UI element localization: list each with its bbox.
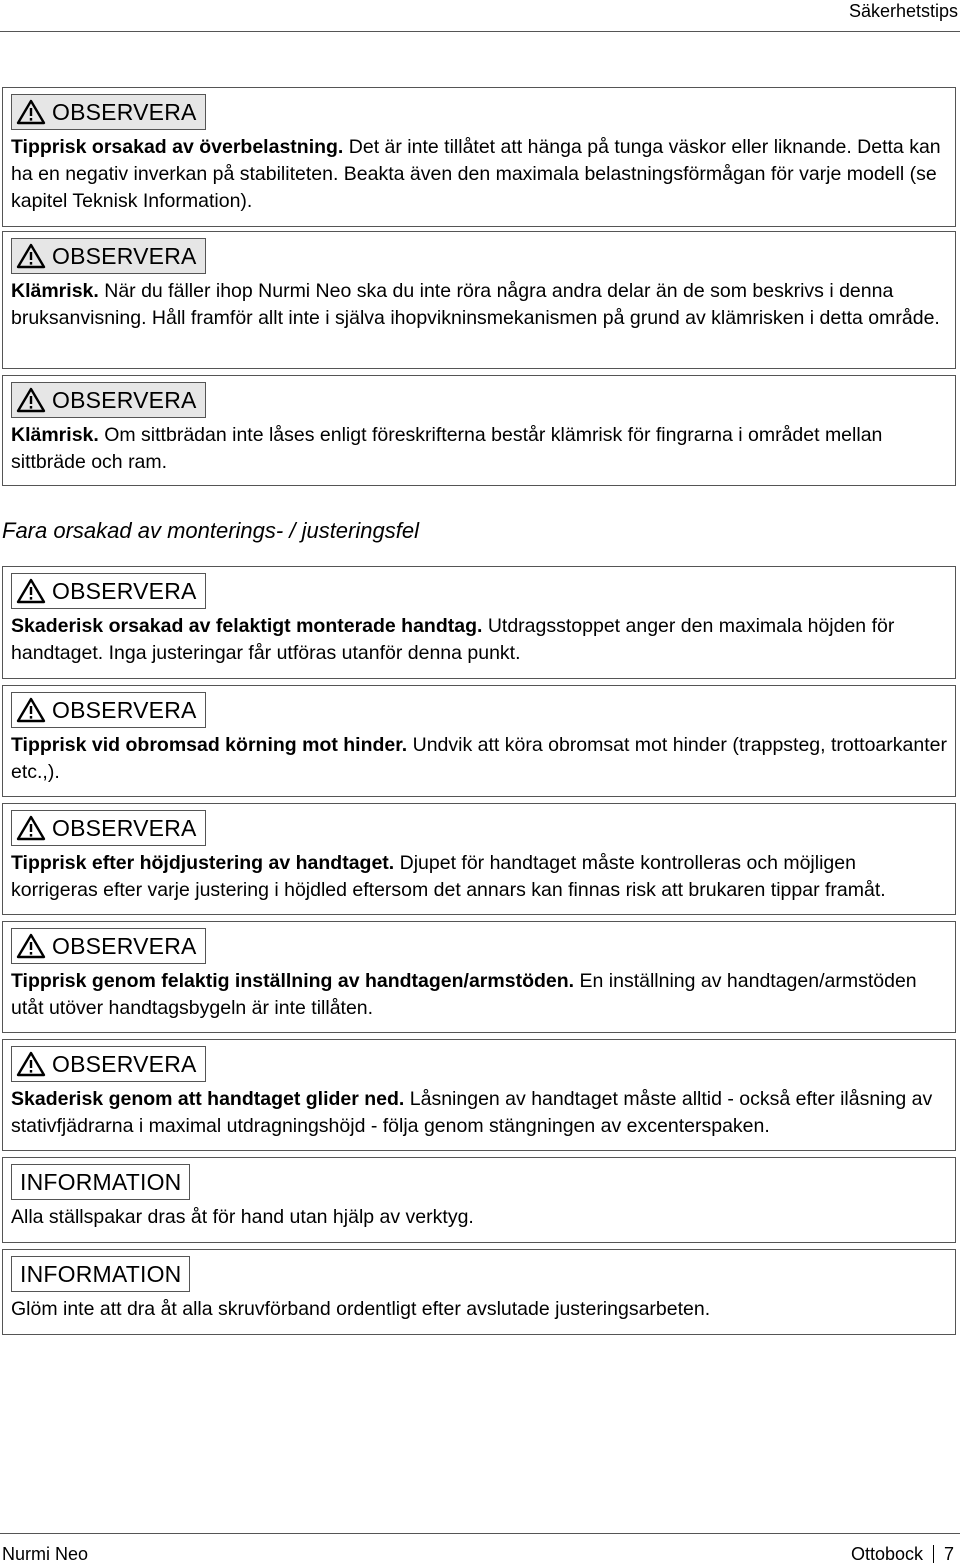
notice-body xyxy=(11,613,947,667)
notice-text: Utdragsstoppet anger den maximala höjden för handtaget. Inga justeringar får utföras utanför denna punkt. xyxy=(11,615,895,664)
notice-body xyxy=(11,134,947,215)
notice-text: Låsningen av handtaget måste alltid - också efter ilåsning av stativfjädrarna i maximal utdragningshöjd - följa genom stängningen av excenterspaken. xyxy=(11,1088,933,1137)
notice-body xyxy=(11,732,947,786)
page-number: 7 xyxy=(943,1544,954,1564)
warning-notice xyxy=(2,1039,956,1151)
notice-lead: Skaderisk orsakad av felaktigt monterade handtag. xyxy=(11,615,483,637)
information-text: Glöm inte att dra åt alla skruvförband ordentligt efter avslutade justeringsarbeten. xyxy=(11,1298,711,1320)
warning-label xyxy=(11,573,206,609)
notice-lead: Tipprisk efter höjdjustering av handtaget. xyxy=(11,852,395,874)
warning-label xyxy=(11,692,206,728)
warning-label-text: OBSERVERA xyxy=(52,386,197,413)
notice-lead: Skaderisk genom att handtaget glider ned. xyxy=(11,1088,405,1110)
warning-notice xyxy=(2,231,956,369)
warning-label xyxy=(11,94,206,130)
warning-triangle-icon xyxy=(16,578,46,604)
section-heading: Fara orsakad av monterings- / justeringsfel xyxy=(2,518,419,543)
notice-text: När du fäller ihop Nurmi Neo ska du inte röra några andra delar än de som beskrivs i denna bruksanvisning. Håll framför allt inte i själva ihopvikninsmekanismen på grund av klämrisken i detta område. xyxy=(11,280,940,329)
information-text: Alla ställspakar dras åt för hand utan hjälp av verktyg. xyxy=(11,1206,474,1228)
information-notice xyxy=(2,1249,956,1335)
warning-label xyxy=(11,238,206,274)
notice-text: Undvik att köra obromsat mot hinder (trappsteg, trottoarkanter etc.,). xyxy=(11,734,947,783)
notice-lead: Tipprisk genom felaktig inställning av handtagen/armstöden. xyxy=(11,970,575,992)
warning-notice xyxy=(2,375,956,486)
warning-label xyxy=(11,928,206,964)
information-label: INFORMATION xyxy=(11,1256,190,1292)
running-header xyxy=(0,0,960,32)
footer-separator xyxy=(933,1545,934,1563)
footer-product: Nurmi Neo xyxy=(2,1544,89,1564)
warning-notice xyxy=(2,803,956,915)
warning-label-text: OBSERVERA xyxy=(52,98,197,125)
running-footer xyxy=(0,1533,960,1567)
notice-body xyxy=(11,422,947,476)
warning-label-text: OBSERVERA xyxy=(52,1050,197,1077)
notice-body xyxy=(11,850,947,904)
notice-body xyxy=(11,968,947,1022)
notice-text: Djupet för handtaget måste kontrolleras och möjligen korrigeras efter varje justering i höjdled eftersom det annars kan finnas risk att brukaren tippar framåt. xyxy=(11,852,886,901)
warning-triangle-icon xyxy=(16,1051,46,1077)
notice-body xyxy=(11,1086,947,1140)
notice-lead: Klämrisk. xyxy=(11,280,99,302)
notice-lead: Tipprisk vid obromsad körning mot hinder. xyxy=(11,734,408,756)
warning-label xyxy=(11,382,206,418)
notice-body xyxy=(11,278,947,332)
notice-text: En inställning av handtagen/armstöden utåt utöver handtagsbygeln är inte tillåten. xyxy=(11,970,917,1019)
warning-label-text: OBSERVERA xyxy=(52,577,197,604)
warning-label-text: OBSERVERA xyxy=(52,696,197,723)
section-title: Säkerhetstips xyxy=(848,1,958,21)
information-notice xyxy=(2,1157,956,1243)
warning-triangle-icon xyxy=(16,933,46,959)
footer-brand-page xyxy=(851,1544,954,1565)
warning-notice xyxy=(2,566,956,679)
warning-triangle-icon xyxy=(16,243,46,269)
notice-lead: Tipprisk orsakad av överbelastning. xyxy=(11,136,344,158)
warning-label xyxy=(11,810,206,846)
warning-label-text: OBSERVERA xyxy=(52,932,197,959)
warning-triangle-icon xyxy=(16,815,46,841)
warning-notice xyxy=(2,87,956,227)
footer-brand: Ottobock xyxy=(850,1544,923,1564)
warning-label-text: OBSERVERA xyxy=(52,242,197,269)
warning-triangle-icon xyxy=(16,99,46,125)
warning-notice xyxy=(2,685,956,797)
warning-label-text: OBSERVERA xyxy=(52,814,197,841)
warning-triangle-icon xyxy=(16,387,46,413)
warning-triangle-icon xyxy=(16,697,46,723)
warning-notice xyxy=(2,921,956,1033)
notice-text: Om sittbrädan inte låses enligt föreskrifterna består klämrisk för fingrarna i området mellan sittbräde och ram. xyxy=(11,424,883,473)
information-label: INFORMATION xyxy=(11,1164,190,1200)
notice-lead: Klämrisk. xyxy=(11,424,99,446)
notice-text: Det är inte tillåtet att hänga på tunga väskor eller liknande. Detta kan ha en negativ inverkan på stabiliteten. Beakta även den maximala belastningsförmågan för varje modell (se kapitel Teknisk Information). xyxy=(11,136,941,212)
warning-label xyxy=(11,1046,206,1082)
